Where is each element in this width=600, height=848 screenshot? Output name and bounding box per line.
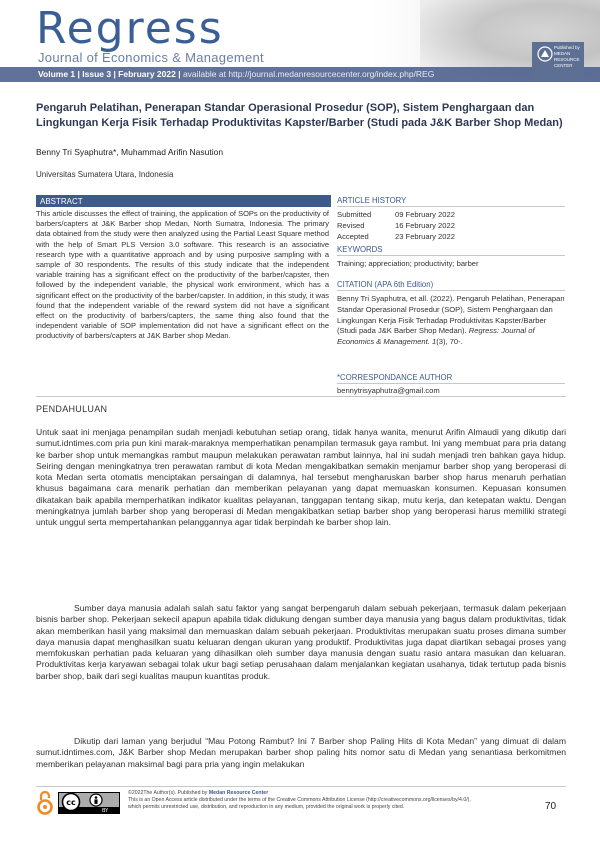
citation-text — [337, 294, 565, 348]
citation-plain: Benny Tri Syaphutra, et all. (2022). Pengaruh Pelatihan, Penerapan Standar Operasional Prosedur (SOP), Sistem Penghargaan dan Lingkungan Kerja Fisik Terhadap Produktivitas Kapster/Barber (Studi pada J&K Barber Shop Medan). — [337, 294, 565, 336]
publisher-logo-icon — [537, 46, 553, 62]
history-date: 09 February 2022 — [395, 210, 455, 219]
footer-copyright: ©2022The Author(s). Published by — [128, 790, 208, 796]
body-paragraph: Dikutip dari laman yang berjudul “Mau Potong Rambut? Ini 7 Barber shop Paling Hits di Kota Medan” yang dimuat di dalam sumut.idntimes.com, J&K Barber shop Medan merupakan barber shop paling hits nomor satu di Medan yang senantiasa berkomitmen memberikan pelayanan maksimal bagi para pria yang ingin melakukan — [36, 736, 566, 769]
section-heading: PENDAHULUAN — [36, 404, 108, 414]
history-row-accepted — [337, 232, 455, 241]
history-row-revised — [337, 221, 455, 230]
footer-license-line2: which permits unrestricted use, distribution, and reproduction in any medium, provided the original work is properly cited. — [128, 804, 405, 810]
open-access-icon — [36, 790, 54, 816]
citation-journal: Regress: Journal of Economics & Management. 1 — [337, 326, 535, 347]
keywords-text: Training; appreciation; productivity; barber — [337, 259, 479, 268]
history-date: 16 February 2022 — [395, 221, 455, 230]
body-paragraph: Untuk saat ini menjaga penampilan sudah menjadi kebutuhan setiap orang, tidak hanya wanita, menurut Arifin Almaudi yang dikutip dari sumut.idntimes.com pria pun kini marak-maraknya memperhatikan penampilan termasuk gaya rambut. Ini yang membuat para pria datang ke barber shop untuk memangkas rambut maupun melakukan perawatan rambut lainnya, hal ini sudah menjadi tren bahkan gaya hidup. Seiring dengan meningkatnya tren perawatan rambut di kota Medan mengakibatkan semakin menjamur barber shop yang beroperasi di kota Medan serta otomatis menciptakan persaingan di dalamnya, hal tersebut mengharuskan barber shop harus menaruh perhatian khusus bagaimana cara menarik perhatian dan memberikan pelayanan yang dapat memuaskan konsumen. Kepuasan konsumen dikatakan baik apabila memperhatikan indikator kualitas pelayanan, tanggapan tentang sikap, mutu kerja, dan ketepatan waktu. Dengan meningkatnya jumlah barber shop yang beroperasi di Medan mengakibatkan setiap barber shop yang beroperasi harus memiliki strategi untuk unggul serta mempertahankan pelanggannya agar tidak berpindah ke barber shop lain. — [36, 427, 566, 527]
correspondence-heading: *CORRESPONDANCE AUTHOR — [337, 373, 453, 382]
abstract-heading: ABSTRACT — [40, 197, 83, 206]
article-history-heading: ARTICLE HISTORY — [337, 196, 407, 205]
history-label: Revised — [337, 221, 365, 230]
abstract-text: This article discusses the effect of training, the application of SOPs on the productivity of barbers/capters at J&K Barber shop Medan, North Sumatra, Indonesia. The primary data obtained from the study were then analyzed using the Partial Least Square method with the help of Smart PLS Version 3.0 software. This research is an associative research type with a quantitative approach and by using purposive sampling with a sample of 30 respondents. The results of this study indicate that the independent variable training has a significant effect on the productivity of the barber/capster, then followed by the independent variable, the physical work environment, which has a significant effect on the productivity of the barber/capster. In addition, in this study, it was found that the independent variable of the reward system did not have a significant effect on the productivity of barbers/capters, the same thing also found that the independent variable of SOP implementation did not have a significant effect on the productivity of barbers/capters at J&K Barber shop Medan. — [36, 209, 329, 341]
publisher-badge-text: Published by MEDAN RESOURCE CENTER — [554, 45, 580, 68]
correspondence-rule — [337, 383, 565, 384]
author-affiliation: Universitas Sumatera Utara, Indonesia — [36, 170, 174, 179]
journal-url-link[interactable]: available at http://journal.medanresourcecenter.org/index.php/REG — [182, 69, 435, 79]
citation-rule — [337, 290, 565, 291]
front-matter-rule — [36, 396, 566, 397]
footer-copyright-line — [128, 790, 528, 797]
article-title: Pengaruh Pelatihan, Penerapan Standar Operasional Prosedur (SOP), Sistem Penghargaan dan Lingkungan Kerja Fisik Terhadap Produktivitas Kapster/Barber (Studi pada J&K Barber Shop Medan) — [36, 102, 563, 129]
svg-text:cc: cc — [66, 798, 76, 807]
body-paragraph: Sumber daya manusia adalah salah satu faktor yang sangat berpengaruh dalam sebuah pekerjaan, termasuk dalam pekerjaan bisnis barber shop. Pekerjaan sekecil apapun apabila tidak didukung dengan sumber daya manusia yang bagus dalam produktivitas, tidak akan memberikan hasil yang maksimal dan memuaskan dalam sebuah pekerjaan. Produktivitas merupakan suatu proses dimana sumber daya manusia dapat menghasilkan suatu keluaran dengan ukuran yang produktif. Produktivitas juga dapat diartikan sebagai proses yang memfokuskan perhatian pada keluaran yang dihasilkan oleh sumber daya manusia dengan suatu rasio antara masukan dan keluaran. Produktivitas kerja karyawan sebagai tolak ukur bagi setiap perusahaan dalam menjalankan kegiatan usahanya, tidak tertutup pada bisnis barber shop, baik dari segi kualitas maupun kuantitas produk. — [36, 603, 566, 681]
citation-heading: CITATION (APA 6th Edition) — [337, 280, 434, 289]
journal-masthead — [0, 0, 600, 82]
history-rule — [337, 206, 565, 207]
footer-rule — [36, 786, 566, 787]
footer-license-text — [128, 790, 528, 811]
journal-name: Regress — [36, 3, 224, 54]
history-date: 23 February 2022 — [395, 232, 455, 241]
keywords-rule — [337, 255, 565, 256]
citation-tail: (3), 70-. — [436, 337, 463, 347]
issue-info — [38, 69, 434, 79]
article-authors: Benny Tri Syaphutra*, Muhammad Arifin Nasution — [36, 147, 224, 157]
history-row-submitted — [337, 210, 455, 219]
correspondence-email[interactable]: bennytrisyaphutra@gmail.com — [337, 386, 440, 395]
footer-license-line1: This is an Open Access article distributed under the terms of the Creative Commons Attribution License (http://creativecommons.org/licenses/by/4.0/), — [128, 797, 471, 803]
journal-subtitle: Journal of Economics & Management — [38, 50, 264, 65]
footer-publisher: Medan Resource Center — [208, 790, 269, 796]
cc-by-license-icon[interactable] — [58, 792, 120, 814]
history-label: Accepted — [337, 232, 369, 241]
keywords-heading: KEYWORDS — [337, 245, 383, 254]
svg-text:BY: BY — [102, 808, 109, 814]
history-label: Submitted — [337, 210, 372, 219]
issue-label: Volume 1 | Issue 3 | February 2022 | — [38, 69, 181, 79]
page-number: 70 — [545, 801, 557, 812]
